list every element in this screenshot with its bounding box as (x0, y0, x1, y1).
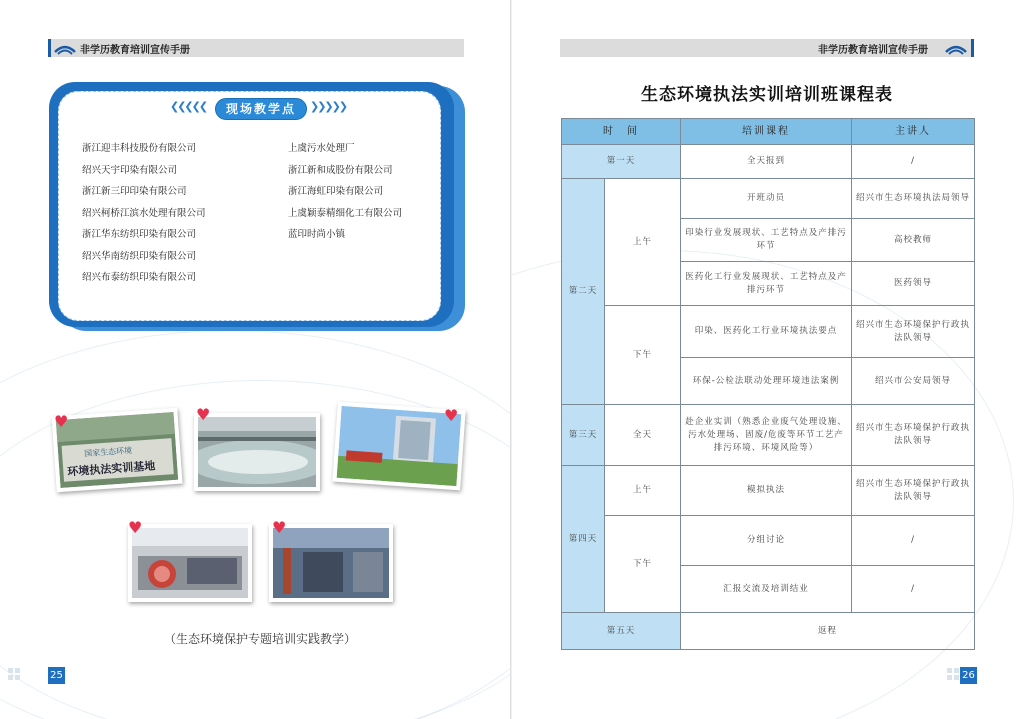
heart-icon: ♥ (196, 405, 211, 424)
site-list-col2 (288, 138, 402, 246)
dyeing-machine-image (132, 528, 248, 598)
photo-caption: （生态环境保护专题培训实践教学） (163, 632, 356, 646)
heart-icon: ♥ (54, 412, 69, 431)
factory-interior-image (273, 528, 389, 598)
photo-training-base-sign (52, 408, 183, 493)
header-accent (971, 39, 974, 57)
list-item: 浙江迎丰科技股份有限公司 (82, 143, 197, 154)
speaker-cell: 绍兴市生态环境保护行政执法队领导 (852, 306, 975, 358)
header-time: 时 间 (562, 119, 681, 145)
heart-icon: ♥ (128, 518, 143, 537)
book-logo-icon (945, 40, 967, 56)
course-cell: 全天报到 (681, 145, 852, 179)
speaker-cell: / (852, 516, 975, 566)
page-number: 25 (48, 667, 65, 684)
half-day-cell: 全天 (605, 405, 681, 466)
site-title-pill: 现场教学点 (215, 98, 307, 120)
list-item: 绍兴柯桥江滨水处理有限公司 (82, 207, 206, 219)
building-image (337, 406, 462, 486)
list-item: 上虞颖泰精细化工有限公司 (288, 207, 403, 219)
list-item: 绍兴布泰纺织印染有限公司 (82, 272, 197, 283)
day-cell: 第三天 (562, 405, 605, 466)
header-accent (48, 39, 51, 57)
speaker-cell: 绍兴市生态环境保护行政执法队领导 (852, 405, 975, 466)
speaker-cell: 高校教师 (852, 219, 975, 262)
corner-dots-icon (8, 668, 22, 682)
chevron-left-icon: ❮❮❮❮❮ (170, 100, 207, 113)
water-treatment-image (198, 417, 316, 487)
corner-dots-icon (947, 668, 961, 682)
heart-icon: ♥ (444, 406, 459, 425)
course-cell: 印染行业发展现状、工艺特点及产排污环节 (681, 219, 852, 262)
photo-dyeing-machine (128, 524, 252, 602)
list-item: 浙江华东纺织印染有限公司 (82, 229, 197, 240)
list-item: 蓝印时尚小镇 (288, 229, 346, 240)
course-cell: 分组讨论 (681, 516, 852, 566)
course-cell: 印染、医药化工行业环境执法要点 (681, 306, 852, 358)
table-row (562, 613, 975, 650)
speaker-cell: 医药领导 (852, 262, 975, 306)
half-day-cell: 上午 (605, 466, 681, 516)
chevron-right-icon: ❯❯❯❯❯ (310, 100, 347, 113)
list-item: 浙江新三印印染有限公司 (82, 186, 187, 197)
training-base-sign-image (56, 412, 178, 488)
sign-text-1: 国家生态环境 (83, 445, 133, 459)
day-cell: 第一天 (562, 145, 681, 179)
course-cell: 汇报交流及培训结业 (681, 566, 852, 613)
list-item: 浙江海虹印染有限公司 (288, 186, 384, 197)
sign-text-2: 环境执法实训基地 (66, 459, 156, 479)
list-item: 上虞污水处理厂 (288, 143, 355, 154)
table-row (562, 306, 975, 358)
header-title: 非学历教育培训宣传手册 (80, 45, 190, 56)
half-day-cell: 下午 (605, 516, 681, 613)
table-row (562, 516, 975, 566)
table-row (562, 466, 975, 516)
header-bar (560, 39, 974, 57)
schedule-title: 生态环境执法实训培训班课程表 (641, 85, 893, 105)
book-logo-icon (54, 40, 76, 56)
site-list-col1 (82, 138, 206, 289)
course-cell: 赴企业实训（熟悉企业废气处理设施、污水处理场、固废/危废等环节工艺产排污环境、环境风险等） (681, 405, 852, 466)
table-row (562, 405, 975, 466)
half-day-cell: 下午 (605, 306, 681, 405)
course-cell: 医药化工行业发展现状、工艺特点及产排污环节 (681, 262, 852, 306)
speaker-cell: / (852, 145, 975, 179)
header-title: 非学历教育培训宣传手册 (818, 45, 928, 56)
speaker-cell: 绍兴市生态环境执法局领导 (852, 179, 975, 219)
photo-water-treatment (194, 413, 320, 491)
speaker-cell: 绍兴市生态环境保护行政执法队领导 (852, 466, 975, 516)
table-header-row (562, 119, 975, 145)
list-item: 绍兴天宇印染有限公司 (82, 164, 178, 176)
course-cell: 开班动员 (681, 179, 852, 219)
schedule-table (561, 118, 975, 650)
header-speaker: 主讲人 (852, 119, 975, 145)
day-cell: 第五天 (562, 613, 681, 650)
course-cell: 环保-公检法联动处理环境违法案例 (681, 358, 852, 405)
site-section-title (170, 98, 350, 120)
heart-icon: ♥ (272, 518, 287, 537)
table-row (562, 179, 975, 219)
header-course: 培训课程 (681, 119, 852, 145)
speaker-cell: 绍兴市公安局领导 (852, 358, 975, 405)
header-bar (48, 39, 464, 57)
photo-factory-interior (269, 524, 393, 602)
list-item: 绍兴华南纺织印染有限公司 (82, 250, 197, 262)
page-number: 26 (960, 667, 977, 684)
list-item: 浙江新和成股份有限公司 (288, 164, 393, 176)
speaker-cell: / (852, 566, 975, 613)
course-cell: 模拟执法 (681, 466, 852, 516)
course-cell: 返程 (681, 613, 975, 650)
day-cell: 第四天 (562, 466, 605, 613)
table-row (562, 145, 975, 179)
day-cell: 第二天 (562, 179, 605, 405)
half-day-cell: 上午 (605, 179, 681, 306)
